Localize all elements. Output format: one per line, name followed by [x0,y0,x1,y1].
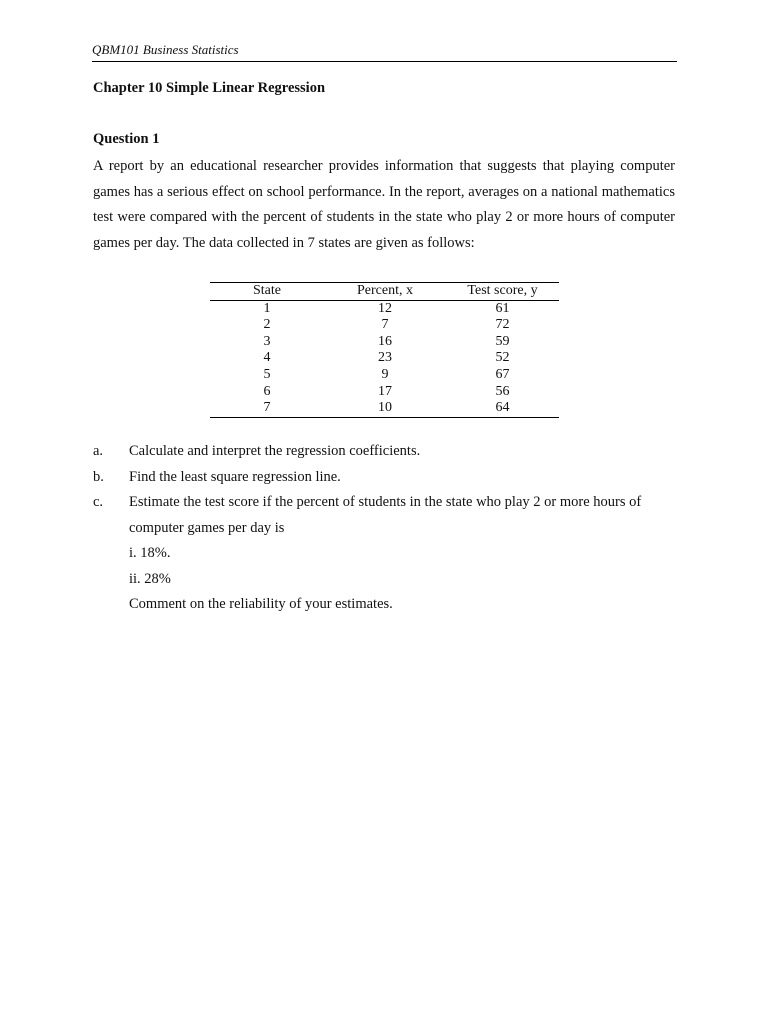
running-header: QBM101 Business Statistics [92,42,239,57]
question-intro-paragraph: A report by an educational researcher provides information that suggests that playing computer games has a serious effect on school performance. In the report, averages on a national mathematics test were compared with the percent of students in the state who play 2 or more hours of computer games per day. The data collected in 7 states are given as follows: [93,158,675,251]
part-a-text: Calculate and interpret the regression coefficients. [129,443,421,459]
cell-test-score: 56 [495,383,510,399]
cell-state: 7 [263,400,271,416]
part-c-text: Estimate the test score if the percent of students in the state who play 2 or more hours of computer games per day is [129,494,642,536]
part-c-comment: Comment on the reliability of your estimates. [129,596,393,612]
cell-test-score: 67 [495,366,510,382]
cell-test-score: 72 [495,317,510,333]
part-b-text: Find the least square regression line. [129,468,341,485]
table-row [210,384,559,401]
cell-state: 1 [263,300,271,316]
data-table [210,282,559,418]
table-row [210,334,559,351]
part-c-sub-i: i. 18%. [129,545,171,561]
cell-state: 2 [263,317,271,333]
cell-test-score: 61 [495,300,510,316]
cell-percent: 7 [381,317,389,333]
cell-state: 4 [263,350,271,366]
column-header-state: State [253,283,281,298]
cell-percent: 12 [378,300,392,316]
column-header-test-score: Test score, y [467,283,538,298]
cell-state: 3 [263,333,271,349]
table-row [210,350,559,367]
cell-percent: 23 [378,350,392,366]
table-header-row [210,283,559,301]
header-rule [92,61,677,62]
cell-state: 6 [263,383,271,399]
cell-state: 5 [263,366,271,382]
cell-test-score: 59 [495,333,510,349]
part-b [93,465,678,491]
cell-percent: 10 [378,400,392,416]
column-header-percent: Percent, x [357,283,413,298]
cell-test-score: 52 [495,350,510,366]
part-c-letter: c. [93,494,104,510]
part-c [93,490,678,541]
part-b-letter: b. [93,468,104,485]
part-c-sub-ii: ii. 28% [129,570,171,587]
table-row [210,317,559,334]
part-a-letter: a. [93,443,104,459]
question-title: Question 1 [93,131,160,147]
table-row [210,367,559,384]
table-row [210,300,559,317]
cell-percent: 9 [381,366,389,382]
cell-test-score: 64 [495,400,510,416]
table-row [210,400,559,417]
chapter-title: Chapter 10 Simple Linear Regression [93,80,326,96]
question-parts-list [93,439,678,618]
cell-percent: 17 [378,383,392,399]
cell-percent: 16 [378,333,392,349]
part-a [93,439,678,465]
